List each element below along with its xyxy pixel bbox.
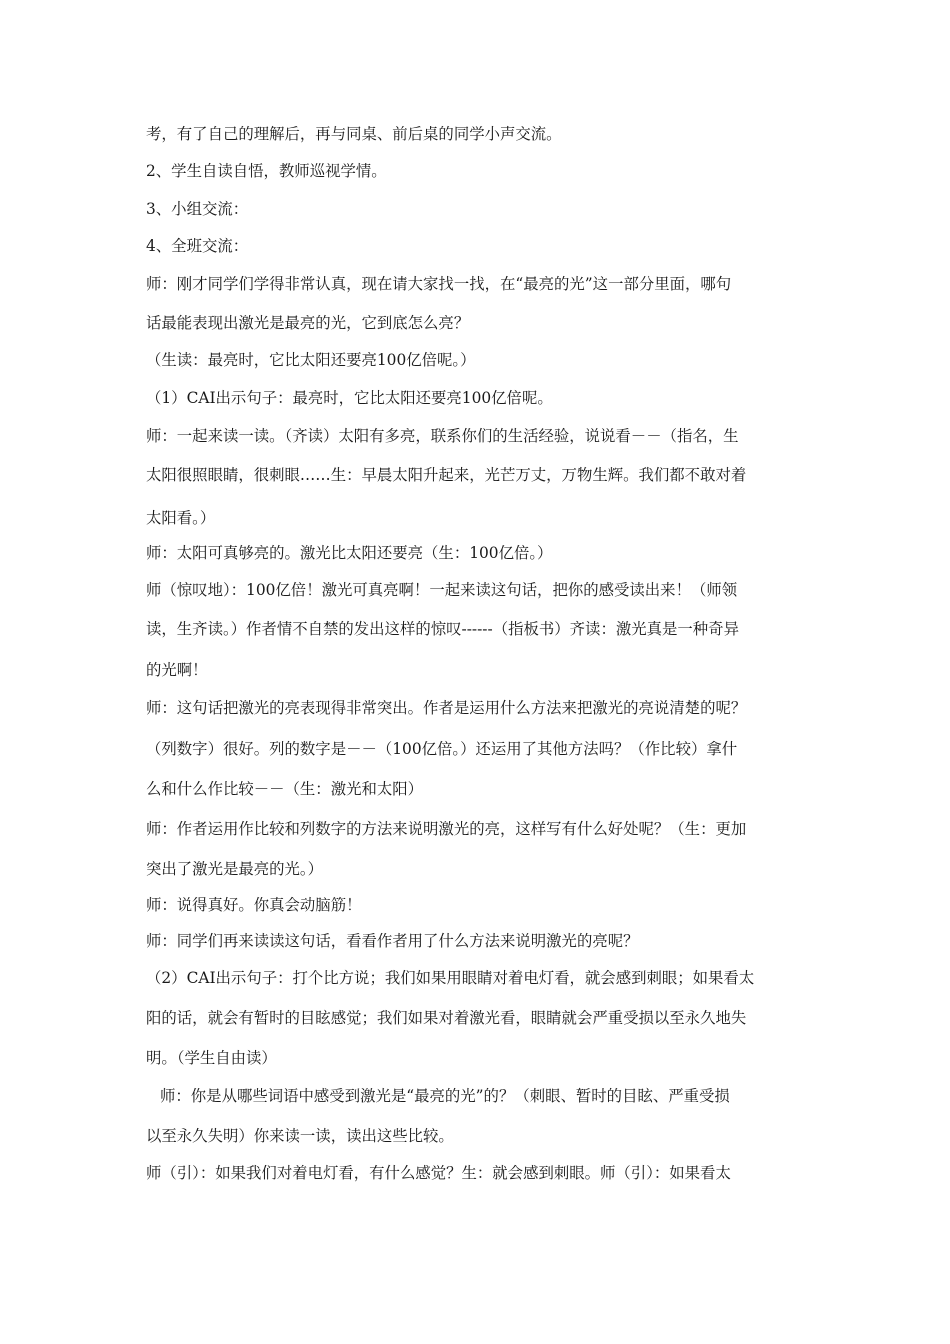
paragraph-line: （生读：最亮时，它比太阳还要亮100亿倍呢。） <box>146 351 476 369</box>
paragraph-line: 师：这句话把激光的亮表现得非常突出。作者是运用什么方法来把激光的亮说清楚的呢？ <box>146 699 747 717</box>
paragraph-line: 师：刚才同学们学得非常认真，现在请大家找一找，在“最亮的光”这一部分里面，哪句 <box>146 275 732 293</box>
paragraph-line: 读，生齐读。）作者情不自禁的发出这样的惊叹------（指板书）齐读：激光真是一种奇异 <box>146 620 739 638</box>
paragraph-line: 师：作者运用作比较和列数字的方法来说明激光的亮，这样写有什么好处呢？（生：更加 <box>146 820 747 838</box>
paragraph-line: （1）CAI出示句子：最亮时，它比太阳还要亮100亿倍呢。 <box>146 389 553 407</box>
paragraph-line: 师：同学们再来读读这句话，看看作者用了什么方法来说明激光的亮呢？ <box>146 932 639 950</box>
paragraph-line: 明。（学生自由读） <box>146 1049 277 1067</box>
paragraph-line: 太阳看。） <box>146 509 216 527</box>
paragraph-line: 阳的话，就会有暂时的目眩感觉；我们如果对着激光看，眼睛就会严重受损以至永久地失 <box>146 1009 747 1027</box>
step-4-line: 4、全班交流： <box>146 237 249 255</box>
paragraph-line: （列数字）很好。列的数字是－－（100亿倍。）还运用了其他方法吗？（作比较）拿什 <box>146 740 738 758</box>
paragraph-line: 师：说得真好。你真会动脑筋！ <box>146 896 362 914</box>
step-3-line: 3、小组交流： <box>146 200 249 218</box>
paragraph-line: 突出了激光是最亮的光。） <box>146 860 323 878</box>
paragraph-line: 考，有了自己的理解后，再与同桌、前后桌的同学小声交流。 <box>146 125 562 143</box>
paragraph-line: 师（惊叹地）：100亿倍！激光可真亮啊！一起来读这句话，把你的感受读出来！（师领 <box>146 581 738 599</box>
paragraph-line: 师：太阳可真够亮的。激光比太阳还要亮（生：100亿倍。） <box>146 544 553 562</box>
paragraph-line: 以至永久失明）你来读一读，读出这些比较。 <box>146 1127 454 1145</box>
paragraph-line: 太阳很照眼睛，很刺眼……生：早晨太阳升起来，光芒万丈，万物生辉。我们都不敢对着 <box>146 466 747 484</box>
paragraph-line: 话最能表现出激光是最亮的光，它到底怎么亮？ <box>146 314 470 332</box>
paragraph-line: （2）CAI出示句子：打个比方说；我们如果用眼睛对着电灯看，就会感到刺眼；如果看太 <box>146 969 755 987</box>
paragraph-line: 师：一起来读一读。（齐读）太阳有多亮，联系你们的生活经验，说说看－－（指名，生 <box>146 427 739 445</box>
step-2-line: 2、学生自读自悟，教师巡视学情。 <box>146 162 387 180</box>
paragraph-line: 师（引）：如果我们对着电灯看，有什么感觉？生：就会感到刺眼。师（引）：如果看太 <box>146 1164 731 1182</box>
paragraph-line: 么和什么作比较－－（生：激光和太阳） <box>146 780 424 798</box>
paragraph-line: 的光啊！ <box>146 661 208 679</box>
paragraph-line: 师：你是从哪些词语中感受到激光是“最亮的光”的？（刺眼、暂时的目眩、严重受损 <box>160 1087 730 1105</box>
